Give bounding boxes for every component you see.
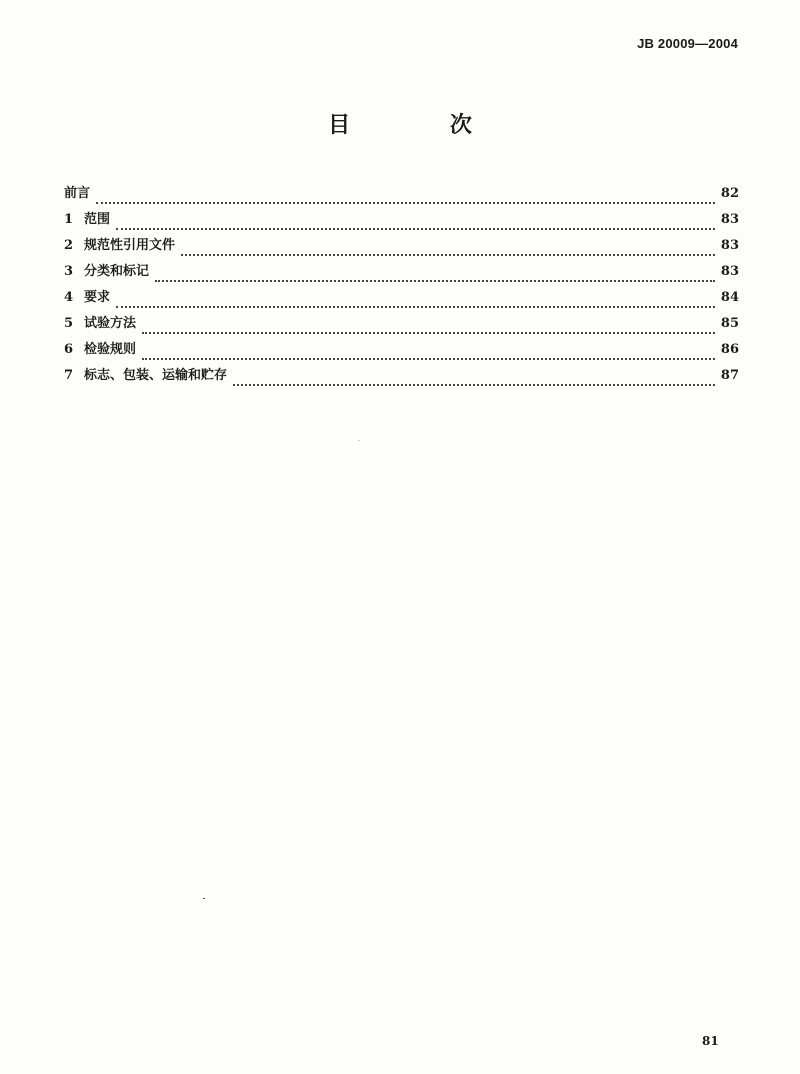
toc-leader-dots bbox=[233, 384, 715, 386]
toc-entry-label: 分类和标记 bbox=[84, 264, 150, 279]
toc-entry-number: 4 bbox=[64, 290, 74, 305]
toc-entry-label: 要求 bbox=[84, 290, 111, 305]
toc-leader-dots bbox=[142, 332, 715, 334]
toc-entry-page: 85 bbox=[720, 316, 739, 331]
toc-entry-number: 1 bbox=[64, 212, 74, 227]
page-title: 目 次 bbox=[328, 113, 518, 138]
toc-entry-4[interactable] bbox=[64, 286, 739, 312]
toc-entry-page: 86 bbox=[720, 342, 739, 357]
toc-entry-label: 规范性引用文件 bbox=[84, 238, 176, 253]
toc-entry-page: 83 bbox=[720, 212, 739, 227]
toc-leader-dots bbox=[142, 358, 715, 360]
toc-entry-5[interactable] bbox=[64, 312, 739, 338]
toc-entry-label: 标志、包装、运输和贮存 bbox=[84, 368, 228, 383]
toc-entry-page: 84 bbox=[720, 290, 739, 305]
toc-entry-page: 83 bbox=[720, 264, 739, 279]
toc-entry-number: 2 bbox=[64, 238, 74, 253]
toc-entry-page: 87 bbox=[720, 368, 739, 383]
toc-entry-label: 试验方法 bbox=[84, 316, 137, 331]
toc-entry-label: 范围 bbox=[84, 212, 111, 227]
scan-speck bbox=[203, 898, 205, 899]
toc-entry-7[interactable] bbox=[64, 364, 739, 390]
table-of-contents bbox=[64, 182, 739, 390]
toc-leader-dots bbox=[155, 280, 715, 282]
toc-entry-number: 7 bbox=[64, 368, 74, 383]
scan-speck bbox=[358, 440, 360, 441]
toc-leader-dots bbox=[116, 306, 715, 308]
toc-entry-number: 3 bbox=[64, 264, 74, 279]
toc-entry-number: 6 bbox=[64, 342, 74, 357]
toc-entry-2[interactable] bbox=[64, 234, 739, 260]
toc-entry-number: 5 bbox=[64, 316, 74, 331]
toc-entry-page: 83 bbox=[720, 238, 739, 253]
toc-entry-label: 前言 bbox=[64, 186, 91, 201]
toc-entry-page: 82 bbox=[720, 186, 739, 201]
standard-number: JB 20009—2004 bbox=[637, 36, 738, 51]
toc-leader-dots bbox=[181, 254, 715, 256]
toc-entry-label: 检验规则 bbox=[84, 342, 137, 357]
toc-leader-dots bbox=[96, 202, 715, 204]
toc-leader-dots bbox=[116, 228, 715, 230]
toc-entry-6[interactable] bbox=[64, 338, 739, 364]
toc-entry-3[interactable] bbox=[64, 260, 739, 286]
toc-entry-foreword[interactable] bbox=[64, 182, 739, 208]
page-number: 81 bbox=[702, 1034, 719, 1048]
toc-entry-1[interactable] bbox=[64, 208, 739, 234]
